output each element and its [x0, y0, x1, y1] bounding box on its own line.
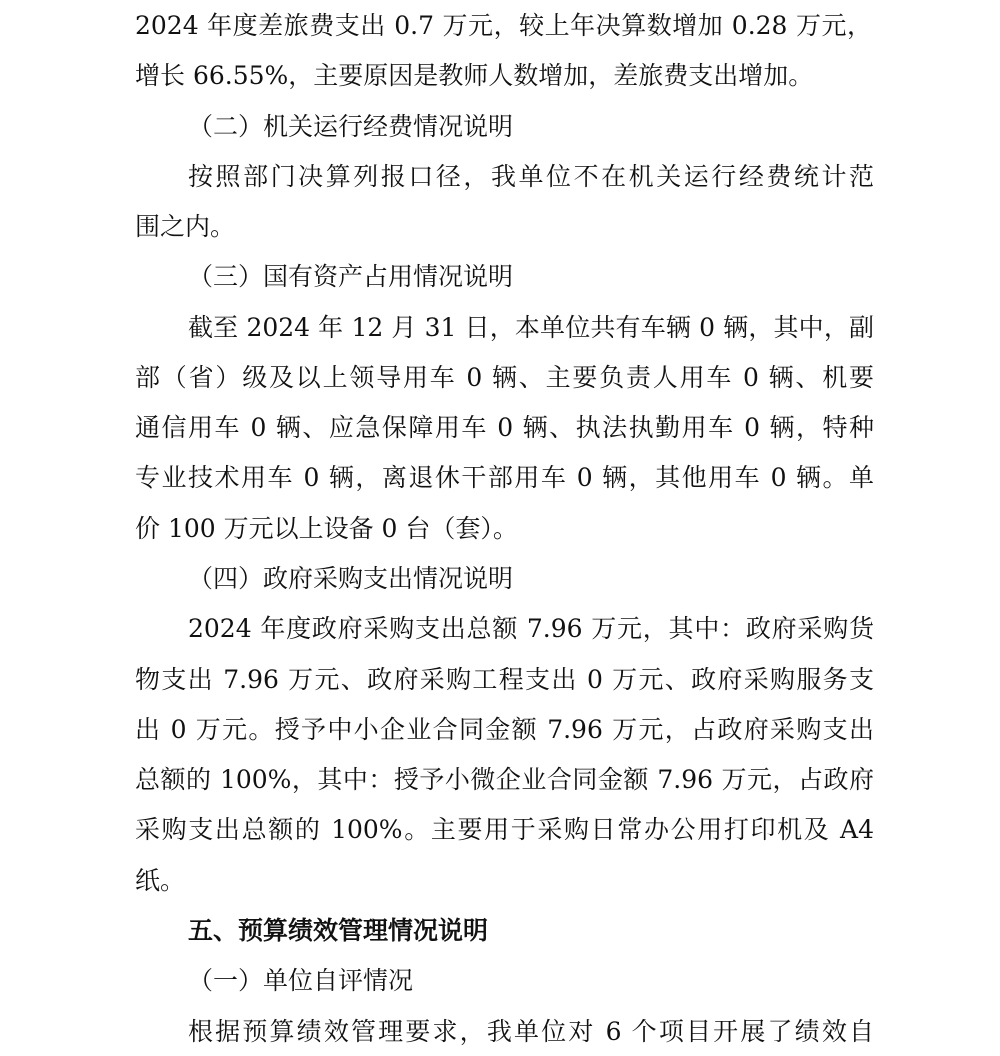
section-subheading [0, 961, 1000, 1001]
paragraph-line [0, 810, 1000, 850]
text-line: 出 0 万元。授予中小企业合同金额 7.96 万元，占政府采购支出 [135, 715, 874, 744]
subheading-text: （三）国有资产占用情况说明 [188, 262, 514, 291]
paragraph-line [0, 660, 1000, 700]
text-line: 物支出 7.96 万元、政府采购工程支出 0 万元、政府采购服务支 [135, 665, 874, 694]
text-line: 根据预算绩效管理要求，我单位对 6 个项目开展了绩效自 [188, 1017, 874, 1046]
section-subheading [0, 559, 1000, 599]
heading-text: 五、预算绩效管理情况说明 [188, 916, 489, 945]
text-line: 专业技术用车 0 辆，离退休干部用车 0 辆，其他用车 0 辆。单 [135, 463, 874, 492]
text-line: 按照部门决算列报口径，我单位不在机关运行经费统计范 [188, 162, 874, 191]
section-subheading [0, 257, 1000, 297]
text-line: 总额的 100%，其中：授予小微企业合同金额 7.96 万元，占政府 [135, 765, 874, 794]
text-line: 2024 年度差旅费支出 0.7 万元，较上年决算数增加 0.28 万元， [135, 11, 872, 40]
paragraph-line [0, 408, 1000, 448]
text-line: 2024 年度政府采购支出总额 7.96 万元，其中：政府采购货 [188, 614, 874, 643]
paragraph-line [0, 6, 1000, 46]
text-line: 增长 66.55%，主要原因是教师人数增加，差旅费支出增加。 [135, 61, 814, 90]
paragraph-line [0, 358, 1000, 398]
paragraph-line [0, 861, 1000, 901]
text-line: 价 100 万元以上设备 0 台（套）。 [135, 514, 518, 543]
text-line: 部（省）级及以上领导用车 0 辆、主要负责人用车 0 辆、机要 [135, 363, 874, 392]
paragraph-line [0, 609, 1000, 649]
subheading-text: （一）单位自评情况 [188, 966, 414, 995]
paragraph-line [0, 157, 1000, 197]
paragraph-line [0, 308, 1000, 348]
paragraph-line [0, 760, 1000, 800]
text-line: 纸。 [135, 866, 186, 895]
section-subheading [0, 107, 1000, 147]
text-line: 截至 2024 年 12 月 31 日，本单位共有车辆 0 辆，其中，副 [188, 313, 874, 342]
section-heading [0, 911, 1000, 951]
text-line: 围之内。 [135, 212, 236, 241]
paragraph-line [0, 710, 1000, 750]
subheading-text: （四）政府采购支出情况说明 [188, 564, 514, 593]
paragraph-line [0, 207, 1000, 247]
subheading-text: （二）机关运行经费情况说明 [188, 112, 514, 141]
text-line: 通信用车 0 辆、应急保障用车 0 辆、执法执勤用车 0 辆，特种 [135, 413, 874, 442]
paragraph-line [0, 1012, 1000, 1052]
paragraph-line [0, 458, 1000, 498]
paragraph-line [0, 56, 1000, 96]
text-line: 采购支出总额的 100%。主要用于采购日常办公用打印机及 A4 [135, 815, 874, 844]
paragraph-line [0, 509, 1000, 549]
